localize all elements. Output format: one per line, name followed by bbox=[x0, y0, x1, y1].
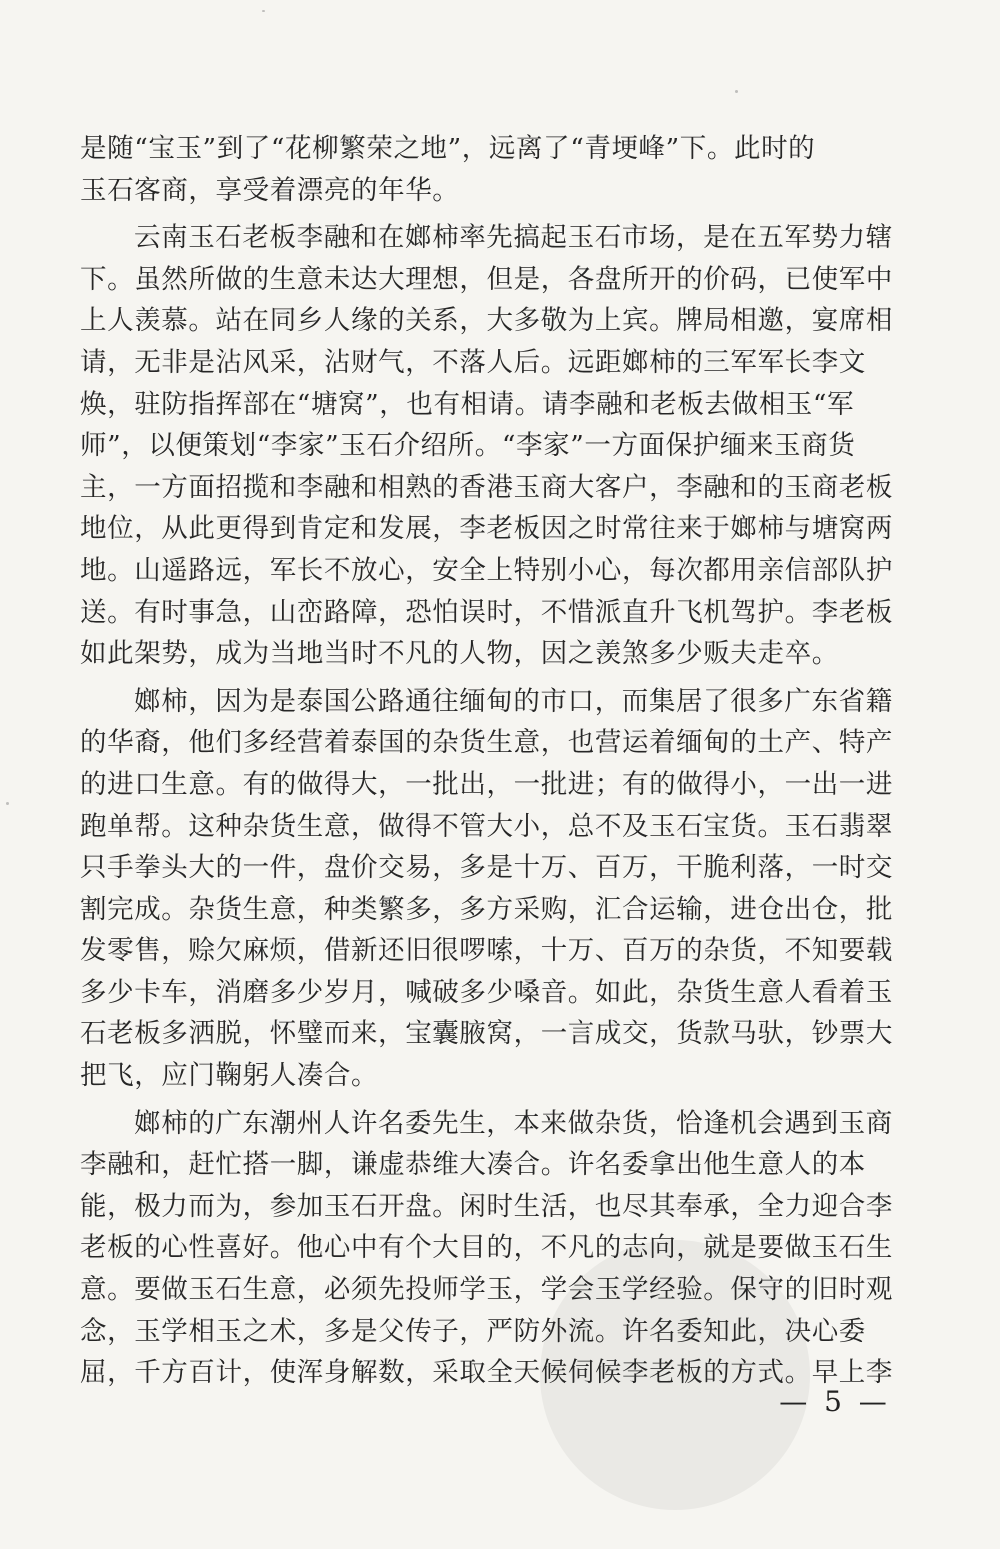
text-line: 上人羡慕。站在同乡人缘的关系，大多敬为上宾。牌局相邀，宴席相 bbox=[80, 305, 893, 337]
body-text bbox=[80, 128, 932, 1394]
text-line: 玉石客商，享受着漂亮的年华。 bbox=[80, 174, 460, 206]
text-line: 焕，驻防指挥部在“塘窝”，也有相请。请李融和老板去做相玉“军 bbox=[80, 388, 855, 420]
text-line: 只手拳头大的一件，盘价交易，多是十万、百万，干脆利落，一时交 bbox=[80, 852, 893, 884]
text-line: 是随“宝玉”到了“花柳繁荣之地”，远离了“青埂峰”下。此时的 bbox=[80, 133, 816, 164]
text-line: 主，一方面招揽和李融和相熟的香港玉商大客户，李融和的玉商老板 bbox=[80, 471, 893, 503]
text-line: 把飞，应门鞠躬人凑合。 bbox=[80, 1060, 379, 1092]
paragraph bbox=[80, 681, 932, 1097]
text-line: 的华裔，他们多经营着泰国的杂货生意，也营运着缅甸的土产、特产 bbox=[80, 727, 893, 759]
text-line: 送。有时事急，山峦路障，恐怕误时，不惜派直升飞机驾护。李老板 bbox=[80, 596, 893, 628]
text-line: 请，无非是沾风采，沾财气，不落人后。远距嫏柿的三军军长李文 bbox=[80, 346, 866, 378]
text-line: 屈，千方百计，使浑身解数，采取全天候伺候李老板的方式。早上李 bbox=[80, 1357, 893, 1389]
paragraph bbox=[80, 217, 932, 675]
text-line: 云南玉石老板李融和在嫏柿率先搞起玉石市场，是在五军势力辖 bbox=[134, 222, 893, 254]
dust-speck bbox=[6, 802, 9, 805]
text-line: 如此架势，成为当地当时不凡的人物，因之羡煞多少贩夫走卒。 bbox=[80, 638, 839, 670]
text-line: 跑单帮。这种杂货生意，做得不管大小，总不及玉石宝货。玉石翡翠 bbox=[80, 810, 893, 842]
text-line: 地。山遥路远，军长不放心，安全上特别小心，每次都用亲信部队护 bbox=[80, 554, 893, 586]
text-line: 多少卡车，消磨多少岁月，喊破多少嗓音。如此，杂货生意人看着玉 bbox=[80, 976, 893, 1008]
dust-speck bbox=[735, 90, 738, 93]
text-line: 师”，以便策划“李家”玉石介绍所。“李家”一方面保护缅来玉商货 bbox=[80, 430, 856, 462]
text-line: 下。虽然所做的生意未达大理想，但是，各盘所开的价码，已使军中 bbox=[80, 263, 893, 295]
text-line: 石老板多洒脱，怀璧而来，宝囊腋窝，一言成交，货款马驮，钞票大 bbox=[80, 1018, 893, 1050]
paragraph bbox=[80, 128, 932, 211]
text-line: 老板的心性喜好。他心中有个大目的，不凡的志向，就是要做玉石生 bbox=[80, 1232, 893, 1264]
text-line: 地位，从此更得到肯定和发展，李老板因之时常往来于嫏柿与塘窝两 bbox=[80, 513, 893, 545]
page-number: — 5 — bbox=[779, 1385, 891, 1418]
text-line: 李融和，赶忙搭一脚，谦虚恭维大凑合。许名委拿出他生意人的本 bbox=[80, 1149, 866, 1181]
text-line: 念，玉学相玉之术，多是父传子，严防外流。许名委知此，决心委 bbox=[80, 1315, 866, 1347]
text-line: 嫏柿的广东潮州人许名委先生，本来做杂货，恰逢机会遇到玉商 bbox=[134, 1107, 893, 1139]
text-line: 的进口生意。有的做得大，一批出，一批进；有的做得小，一出一进 bbox=[80, 768, 893, 800]
text-line: 意。要做玉石生意，必须先投师学玉，学会玉学经验。保守的旧时观 bbox=[80, 1274, 893, 1306]
dust-speck bbox=[262, 10, 265, 12]
paragraph bbox=[80, 1103, 932, 1394]
text-line: 割完成。杂货生意，种类繁多，多方采购，汇合运输，进仓出仓，批 bbox=[80, 893, 893, 925]
text-line: 能，极力而为，参加玉石开盘。闲时生活，也尽其奉承，全力迎合李 bbox=[80, 1190, 893, 1222]
text-line: 嫏柿，因为是泰国公路通往缅甸的市口，而集居了很多广东省籍 bbox=[134, 685, 893, 717]
text-line: 发零售，赊欠麻烦，借新还旧很啰嗦，十万、百万的杂货，不知要载 bbox=[80, 935, 893, 967]
